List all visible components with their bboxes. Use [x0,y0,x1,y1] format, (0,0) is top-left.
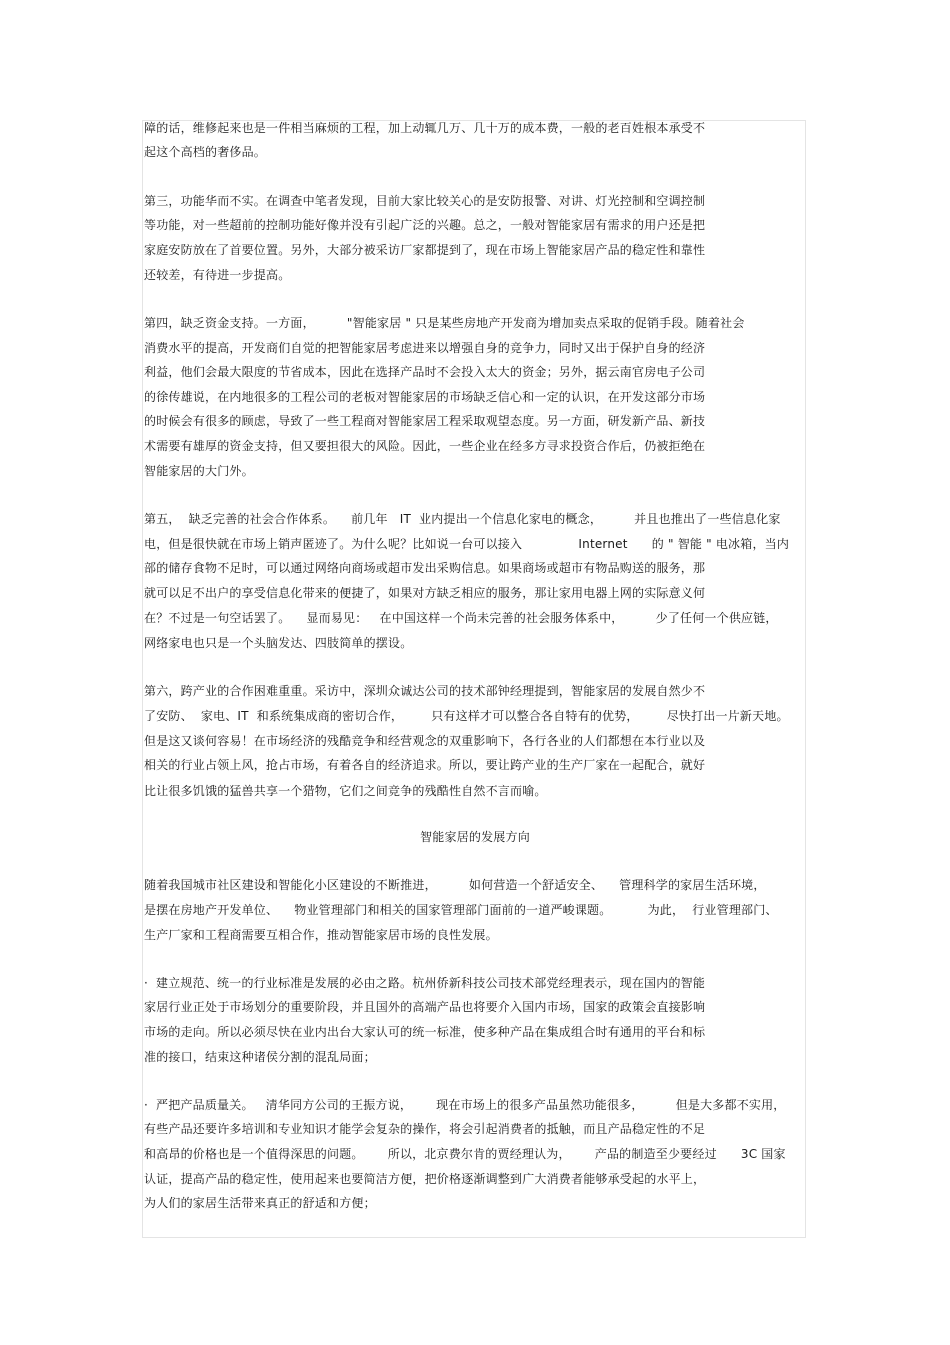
text-line: 消费水平的提高，开发商们自觉的把智能家居考虑进来以增强自身的竞争力，同时又出于保护自身的经济 [144,341,706,355]
bullet-line: · 建立规范、统一的行业标准是发展的必由之路。杭州侨新科技公司技术部党经理表示，现在国内的智能 [144,976,706,990]
text-line: 有些产品还要许多培训和专业知识才能学会复杂的操作，将会引起消费者的抵触，而且产品稳定性的不足 [144,1122,706,1136]
text-line: 和高昂的价格也是一个值得深思的问题。 所以，北京费尔肯的贾经理认为， 产品的制造至少要经过 3C 国家 [144,1147,786,1161]
text-line: 第三，功能华而不实。在调查中笔者发现，目前大家比较关心的是安防报警、对讲、灯光控制和空调控制 [144,194,706,208]
text-line: 家居行业正处于市场划分的重要阶段，并且国外的高端产品也将要介入国内市场，国家的政策会直接影响 [144,1000,706,1014]
text-line: 随着我国城市社区建设和智能化小区建设的不断推进， 如何营造一个舒适安全、 管理科学的家居生活环境， [144,878,766,892]
text-line: 等功能，对一些超前的控制功能好像并没有引起广泛的兴趣。总之，一般对智能家居有需求的用户还是把 [144,218,706,232]
text-line: 障的话，维修起来也是一件相当麻烦的工程，加上动辄几万、几十万的成本费，一般的老百姓根本承受不 [144,121,706,135]
text-line: 部的储存食物不足时，可以通过网络向商场或超市发出采购信息。如果商场或超市有物品购送的服务，那 [144,561,706,575]
text-line: 认证，提高产品的稳定性，使用起来也要简洁方便，把价格逐渐调整到广大消费者能够承受起的水平上， [144,1172,706,1186]
text-line: 的时候会有很多的顾虑，导致了一些工程商对智能家居工程采取观望态度。另一方面，研发新产品、新技 [144,414,706,428]
text-line: 术需要有雄厚的资金支持，但又要担很大的风险。因此，一些企业在经多方寻求投资合作后，仍被拒绝在 [144,439,706,453]
text-line: 但是这又谈何容易！在市场经济的残酷竞争和经营观念的双重影响下，各行各业的人们都想在本行业以及 [144,734,706,748]
text-line: 准的接口，结束这种诸侯分割的混乱局面； [144,1050,376,1064]
text-line: 的徐传雄说，在内地很多的工程公司的老板对智能家居的市场缺乏信心和一定的认识，在开发这部分市场 [144,390,706,404]
text-line: 就可以足不出户的享受信息化带来的便捷了，如果对方缺乏相应的服务，那让家用电器上网的实际意义何 [144,586,706,600]
text-line: 市场的走向。所以必须尽快在业内出台大家认可的统一标准，使多种产品在集成组合时有通用的平台和标 [144,1025,706,1039]
text-line: 起这个高档的奢侈品。 [144,145,267,159]
text-line: 智能家居的大门外。 [144,464,254,478]
text-line: 比让很多饥饿的猛兽共享一个猎物，它们之间竞争的残酷性自然不言而喻。 [144,784,547,798]
text-line: 了安防、 家电、IT 和系统集成商的密切合作， 只有这样才可以整合各自特有的优势， 尽快打出一片新天地。 [144,709,789,723]
section-heading: 智能家居的发展方向 [420,830,530,844]
text-line: 电，但是很快就在市场上销声匿迹了。为什么呢？比如说一台可以接入 Internet 的 " 智能 " 电冰箱，当内 [144,537,790,551]
bullet-line: · 严把产品质量关。 清华同方公司的王振方说， 现在市场上的很多产品虽然功能很多， 但是大多都不实用， [144,1098,786,1112]
text-line: 第五， 缺乏完善的社会合作体系。 前几年 IT 业内提出一个信息化家电的概念， 并且也推出了一些信息化家 [144,512,781,526]
text-line: 第四，缺乏资金支持。一方面， "智能家居 " 只是某些房地产开发商为增加卖点采取的促销手段。随着社会 [144,316,745,330]
text-line: 第六，跨产业的合作困难重重。采访中，深圳众诚达公司的技术部钟经理提到，智能家居的发展自然少不 [144,684,706,698]
text-line: 是摆在房地产开发单位、 物业管理部门和相关的国家管理部门面前的一道严峻课题。 为此， 行业管理部门、 [144,903,778,917]
text-line: 为人们的家居生活带来真正的舒适和方便； [144,1196,376,1210]
text-line: 利益，他们会最大限度的节省成本，因此在选择产品时不会投入太大的资金；另外，据云南官房电子公司 [144,365,706,379]
text-line: 家庭安防放在了首要位置。另外，大部分被采访厂家都提到了，现在市场上智能家居产品的稳定性和靠性 [144,243,706,257]
page-border [142,120,806,1238]
text-line: 生产厂家和工程商需要互相合作，推动智能家居市场的良性发展。 [144,928,498,942]
text-line: 还较差，有待进一步提高。 [144,268,291,282]
text-line: 相关的行业占领上风，抢占市场，有着各自的经济追求。所以，要让跨产业的生产厂家在一起配合，就好 [144,758,706,772]
text-line: 网络家电也只是一个头脑发达、四肢简单的摆设。 [144,636,413,650]
text-line: 在？不过是一句空话罢了。 显而易见： 在中国这样一个尚未完善的社会服务体系中， 少了任何一个供应链， [144,611,778,625]
